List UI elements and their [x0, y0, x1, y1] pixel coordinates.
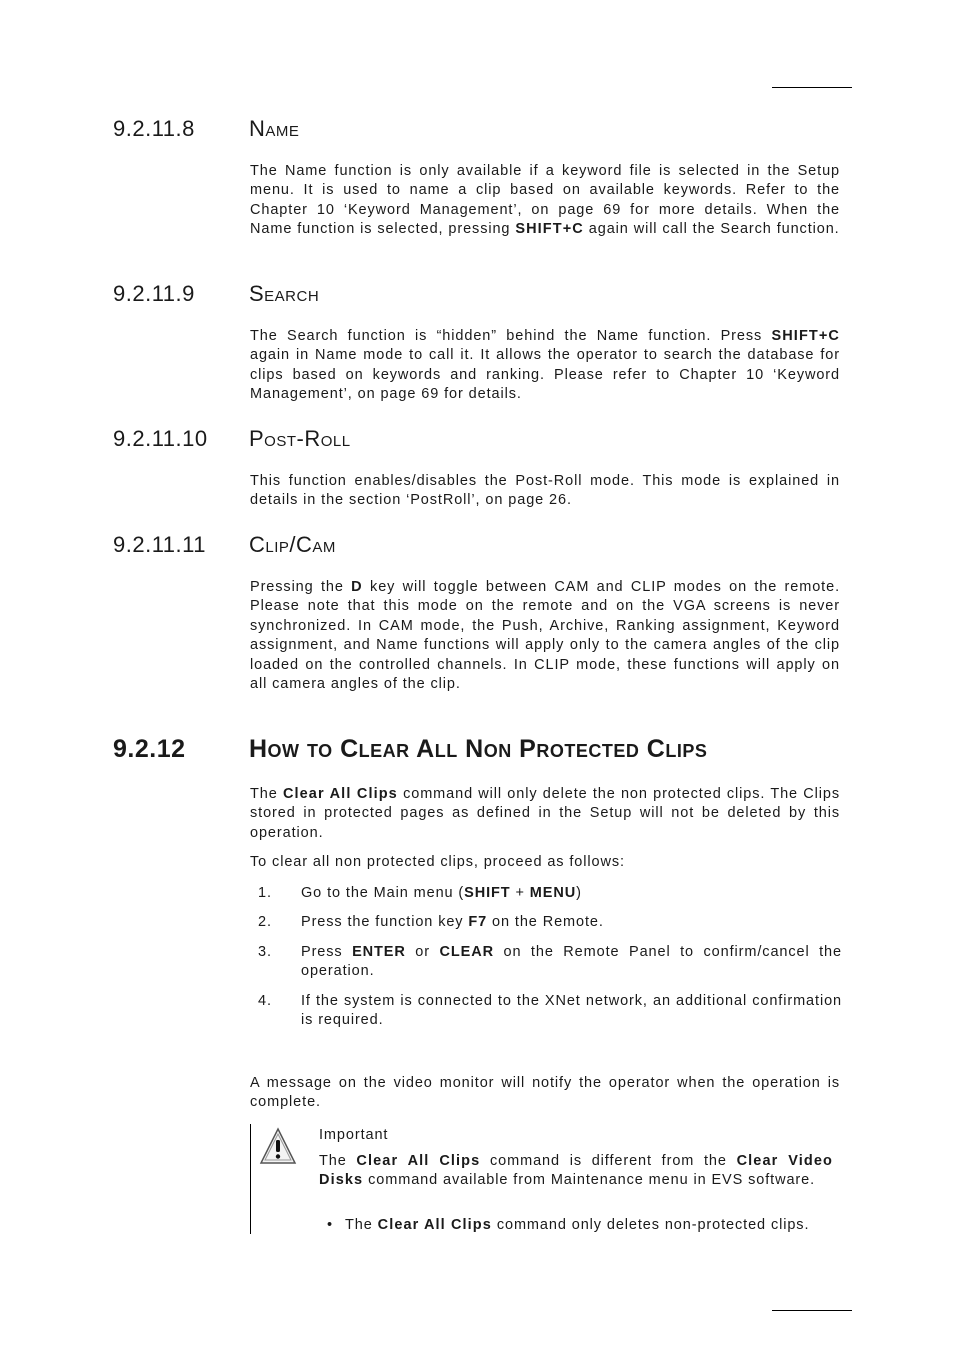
text-run: Press: [301, 943, 353, 960]
text-run: or: [405, 943, 440, 960]
text-run: on the Remote Panel to confirm/cancel the operation.: [301, 943, 842, 980]
warning-icon: [259, 1126, 297, 1166]
text-run: key will toggle between CAM and CLIP modes on the remote. Please note that this mode on the remote and on the VGA screens is never synchronized. In CAM mode, the Push, Archive, Ranking assignment, Keyword assignment, and Name functions will apply only to the camera angles of the clip loaded on the controlled channels. In CLIP mode, these functions will apply on all camera angles of the clip.: [250, 579, 841, 693]
section-paragraph: [250, 472, 840, 511]
step-number: 2.: [258, 914, 272, 931]
step-item: [250, 884, 842, 903]
section-number: 9.2.12: [113, 735, 186, 763]
step-text: [301, 993, 842, 1028]
text-run: This function enables/disables the Post-Roll mode. This mode is explained in details in the section ‘PostRoll’, on page 26.: [250, 473, 840, 509]
step-text: [301, 914, 604, 930]
bold-text: Clear All Clips: [282, 786, 398, 802]
bold-text: Clear All Clips: [356, 1153, 481, 1169]
section-number: 9.2.11.8: [113, 116, 195, 141]
text-run: If the system is connected to the XNet network, an additional confirmation is required.: [301, 992, 842, 1029]
note-title: Important: [319, 1127, 389, 1143]
step-item: [250, 943, 842, 982]
text-run: command will only delete the non protected clips. The Clips stored in protected pages as defined in the Setup will not be deleted by this operation.: [250, 786, 840, 841]
text-run: The: [319, 1153, 357, 1169]
section-number: 9.2.11.11: [113, 532, 206, 557]
section-paragraph: [250, 327, 840, 405]
section-title: Search: [249, 281, 320, 306]
bold-text: Clear All Clips: [377, 1217, 492, 1233]
step-number: 4.: [258, 992, 272, 1009]
lead-paragraph: To clear all non protected clips, proceed as follows:: [250, 854, 625, 870]
section-paragraph: [250, 162, 840, 240]
text-run: The: [250, 786, 283, 802]
text-run: Go to the Main menu (: [301, 885, 465, 901]
note-body: [319, 1152, 833, 1191]
section-number: 9.2.11.9: [113, 281, 195, 306]
text-run: The Name function is only available if a keyword file is selected in the Setup menu. It is used to name a clip based on available keywords. Refer to the Chapter 10 ‘Keyword Management’, on page 69 for more details. When the Name function is selected, pressing: [250, 163, 840, 238]
text-run: Press the function key: [301, 914, 469, 931]
text-run: The: [345, 1217, 378, 1233]
step-item: [250, 913, 842, 932]
section-title: Post-Roll: [249, 426, 351, 451]
bold-text: ENTER: [352, 943, 406, 960]
step-number: 3.: [258, 943, 272, 960]
section-paragraph: [250, 578, 840, 694]
closing-paragraph: A message on the video monitor will notify the operator when the operation is complete.: [250, 1075, 840, 1111]
steps-list: [250, 884, 842, 1040]
bold-text: D: [351, 579, 363, 595]
section-number: 9.2.11.10: [113, 426, 208, 451]
step-text: [301, 944, 842, 979]
bold-text: F7: [468, 914, 488, 931]
bold-text: SHIFT+C: [515, 221, 584, 238]
step-text: [301, 885, 582, 901]
bold-text: SHIFT+C: [771, 328, 840, 344]
note-bar: [250, 1124, 251, 1234]
section-title: Name: [249, 116, 300, 141]
note-bullet-text: [345, 1217, 809, 1233]
section-title: How to Clear All Non Protected Clips: [249, 735, 708, 763]
text-run: again in Name mode to call it. It allows the operator to search the database for clips based on keywords and ranking. Please refer to Chapter 10 ‘Keyword Management’, on page 69 for details.: [250, 347, 840, 403]
text-run: The Search function is “hidden” behind the Name function. Press: [250, 328, 772, 344]
intro-paragraph: [250, 785, 840, 843]
text-run: +: [510, 885, 530, 901]
bold-text: MENU: [529, 885, 577, 901]
text-run: command is different from the: [480, 1153, 737, 1169]
text-run: again will call the Search function.: [583, 221, 840, 238]
bold-text: SHIFT: [464, 885, 511, 901]
step-item: [250, 992, 842, 1031]
bold-text: CLEAR: [439, 943, 494, 960]
footer-rule: [772, 1310, 852, 1311]
text-run: command available from Maintenance menu in EVS software.: [363, 1172, 816, 1189]
section-title: Clip/Cam: [249, 532, 336, 557]
step-number: 1.: [258, 885, 272, 901]
text-run: on the Remote.: [487, 914, 604, 931]
header-rule: [772, 87, 852, 88]
bold-text: Clear Video Disks: [319, 1153, 833, 1189]
text-run: ): [576, 885, 582, 901]
bullet-dot: •: [327, 1217, 333, 1233]
text-run: Pressing the: [250, 579, 352, 595]
note-bullet: [327, 1216, 847, 1235]
text-run: command only deletes non-protected clips.: [491, 1217, 810, 1233]
